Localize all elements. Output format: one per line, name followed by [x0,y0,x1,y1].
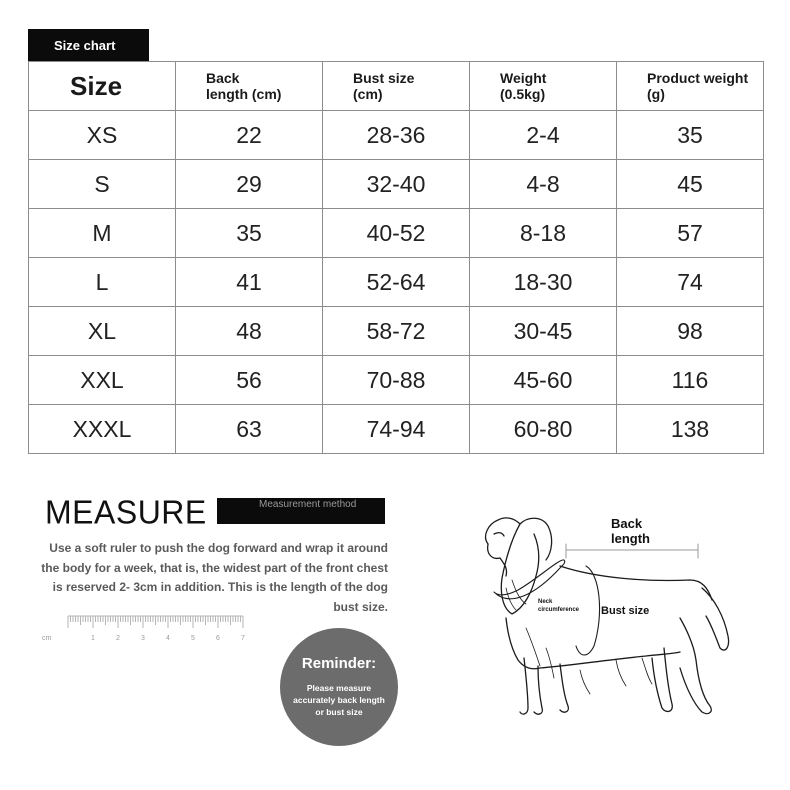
dog-tail-outline [702,588,729,650]
dog-front-leg2-outline [560,664,568,712]
ruler-number: 3 [141,635,145,642]
cell-size: XS [29,111,176,160]
measure-heading: MEASURE [45,493,207,531]
ruler-number: 5 [191,635,195,642]
back-length-label: Back length [611,516,650,546]
cell-product-weight: 35 [617,111,764,160]
dog-head-outline [486,518,552,560]
header-product-weight: Product weight (g) [617,62,764,111]
header-weight: Weight (0.5kg) [470,62,617,111]
dog-ear-icon [501,524,538,614]
table-row [29,405,764,454]
ruler-number: 2 [116,635,120,642]
cell-product-weight: 74 [617,258,764,307]
cell-size: S [29,160,176,209]
cell-size: XL [29,307,176,356]
cell-weight: 18-30 [470,258,617,307]
dog-eye-icon [494,533,504,536]
cell-back-length: 56 [176,356,323,405]
measure-instructions: Use a soft ruler to push the dog forward and wrap it around the body for a week, that is, the widest part of the front chest is reserved 2- 3cm in addition. This is the length of the dog bust size. [41,541,388,614]
cell-weight: 30-45 [470,307,617,356]
table-row [29,258,764,307]
cell-bust-size: 52-64 [323,258,470,307]
cell-size: L [29,258,176,307]
cell-size: XXL [29,356,176,405]
dog-front-leg-outline [520,658,542,714]
cell-bust-size: 74-94 [323,405,470,454]
cell-back-length: 35 [176,209,323,258]
table-header-row [29,62,764,111]
measurement-method-label: Measurement method [217,498,385,524]
cell-size: M [29,209,176,258]
cell-product-weight: 138 [617,405,764,454]
cell-product-weight: 57 [617,209,764,258]
table-row [29,209,764,258]
ruler-unit: cm [42,635,52,642]
cell-bust-size: 58-72 [323,307,470,356]
dog-back-outline [560,566,712,600]
cell-weight: 2-4 [470,111,617,160]
cell-bust-size: 28-36 [323,111,470,160]
cell-back-length: 41 [176,258,323,307]
reminder-title: Reminder: [301,655,377,672]
cell-product-weight: 45 [617,160,764,209]
dog-hind-leg2-outline [652,648,672,711]
cell-weight: 45-60 [470,356,617,405]
cell-back-length: 63 [176,405,323,454]
table-row [29,160,764,209]
cell-bust-size: 70-88 [323,356,470,405]
cell-weight: 8-18 [470,209,617,258]
header-size: Size [29,62,176,111]
reminder-badge [280,628,398,746]
cell-back-length: 29 [176,160,323,209]
cell-bust-size: 32-40 [323,160,470,209]
header-bust-size: Bust size (cm) [323,62,470,111]
size-table [28,61,764,454]
cell-weight: 4-8 [470,160,617,209]
ruler-number: 4 [166,635,170,642]
ruler-number: 1 [91,635,95,642]
table-row [29,356,764,405]
neck-circumference-label: Neck circumference [538,599,580,613]
ruler-number: 7 [241,635,245,642]
ruler-icon [42,614,247,644]
cell-bust-size: 40-52 [323,209,470,258]
cell-weight: 60-80 [470,405,617,454]
cell-product-weight: 116 [617,356,764,405]
header-back-length: Back length (cm) [176,62,323,111]
table-row [29,307,764,356]
bust-size-label: Bust size [601,605,650,617]
ruler-number: 6 [216,635,220,642]
reminder-text: Please measure accurately back length or bust size [293,683,385,717]
cell-back-length: 48 [176,307,323,356]
dog-hind-leg-outline [680,618,711,714]
cell-back-length: 22 [176,111,323,160]
cell-size: XXXL [29,405,176,454]
table-row [29,111,764,160]
cell-product-weight: 98 [617,307,764,356]
size-chart-tag: Size chart [28,29,149,62]
